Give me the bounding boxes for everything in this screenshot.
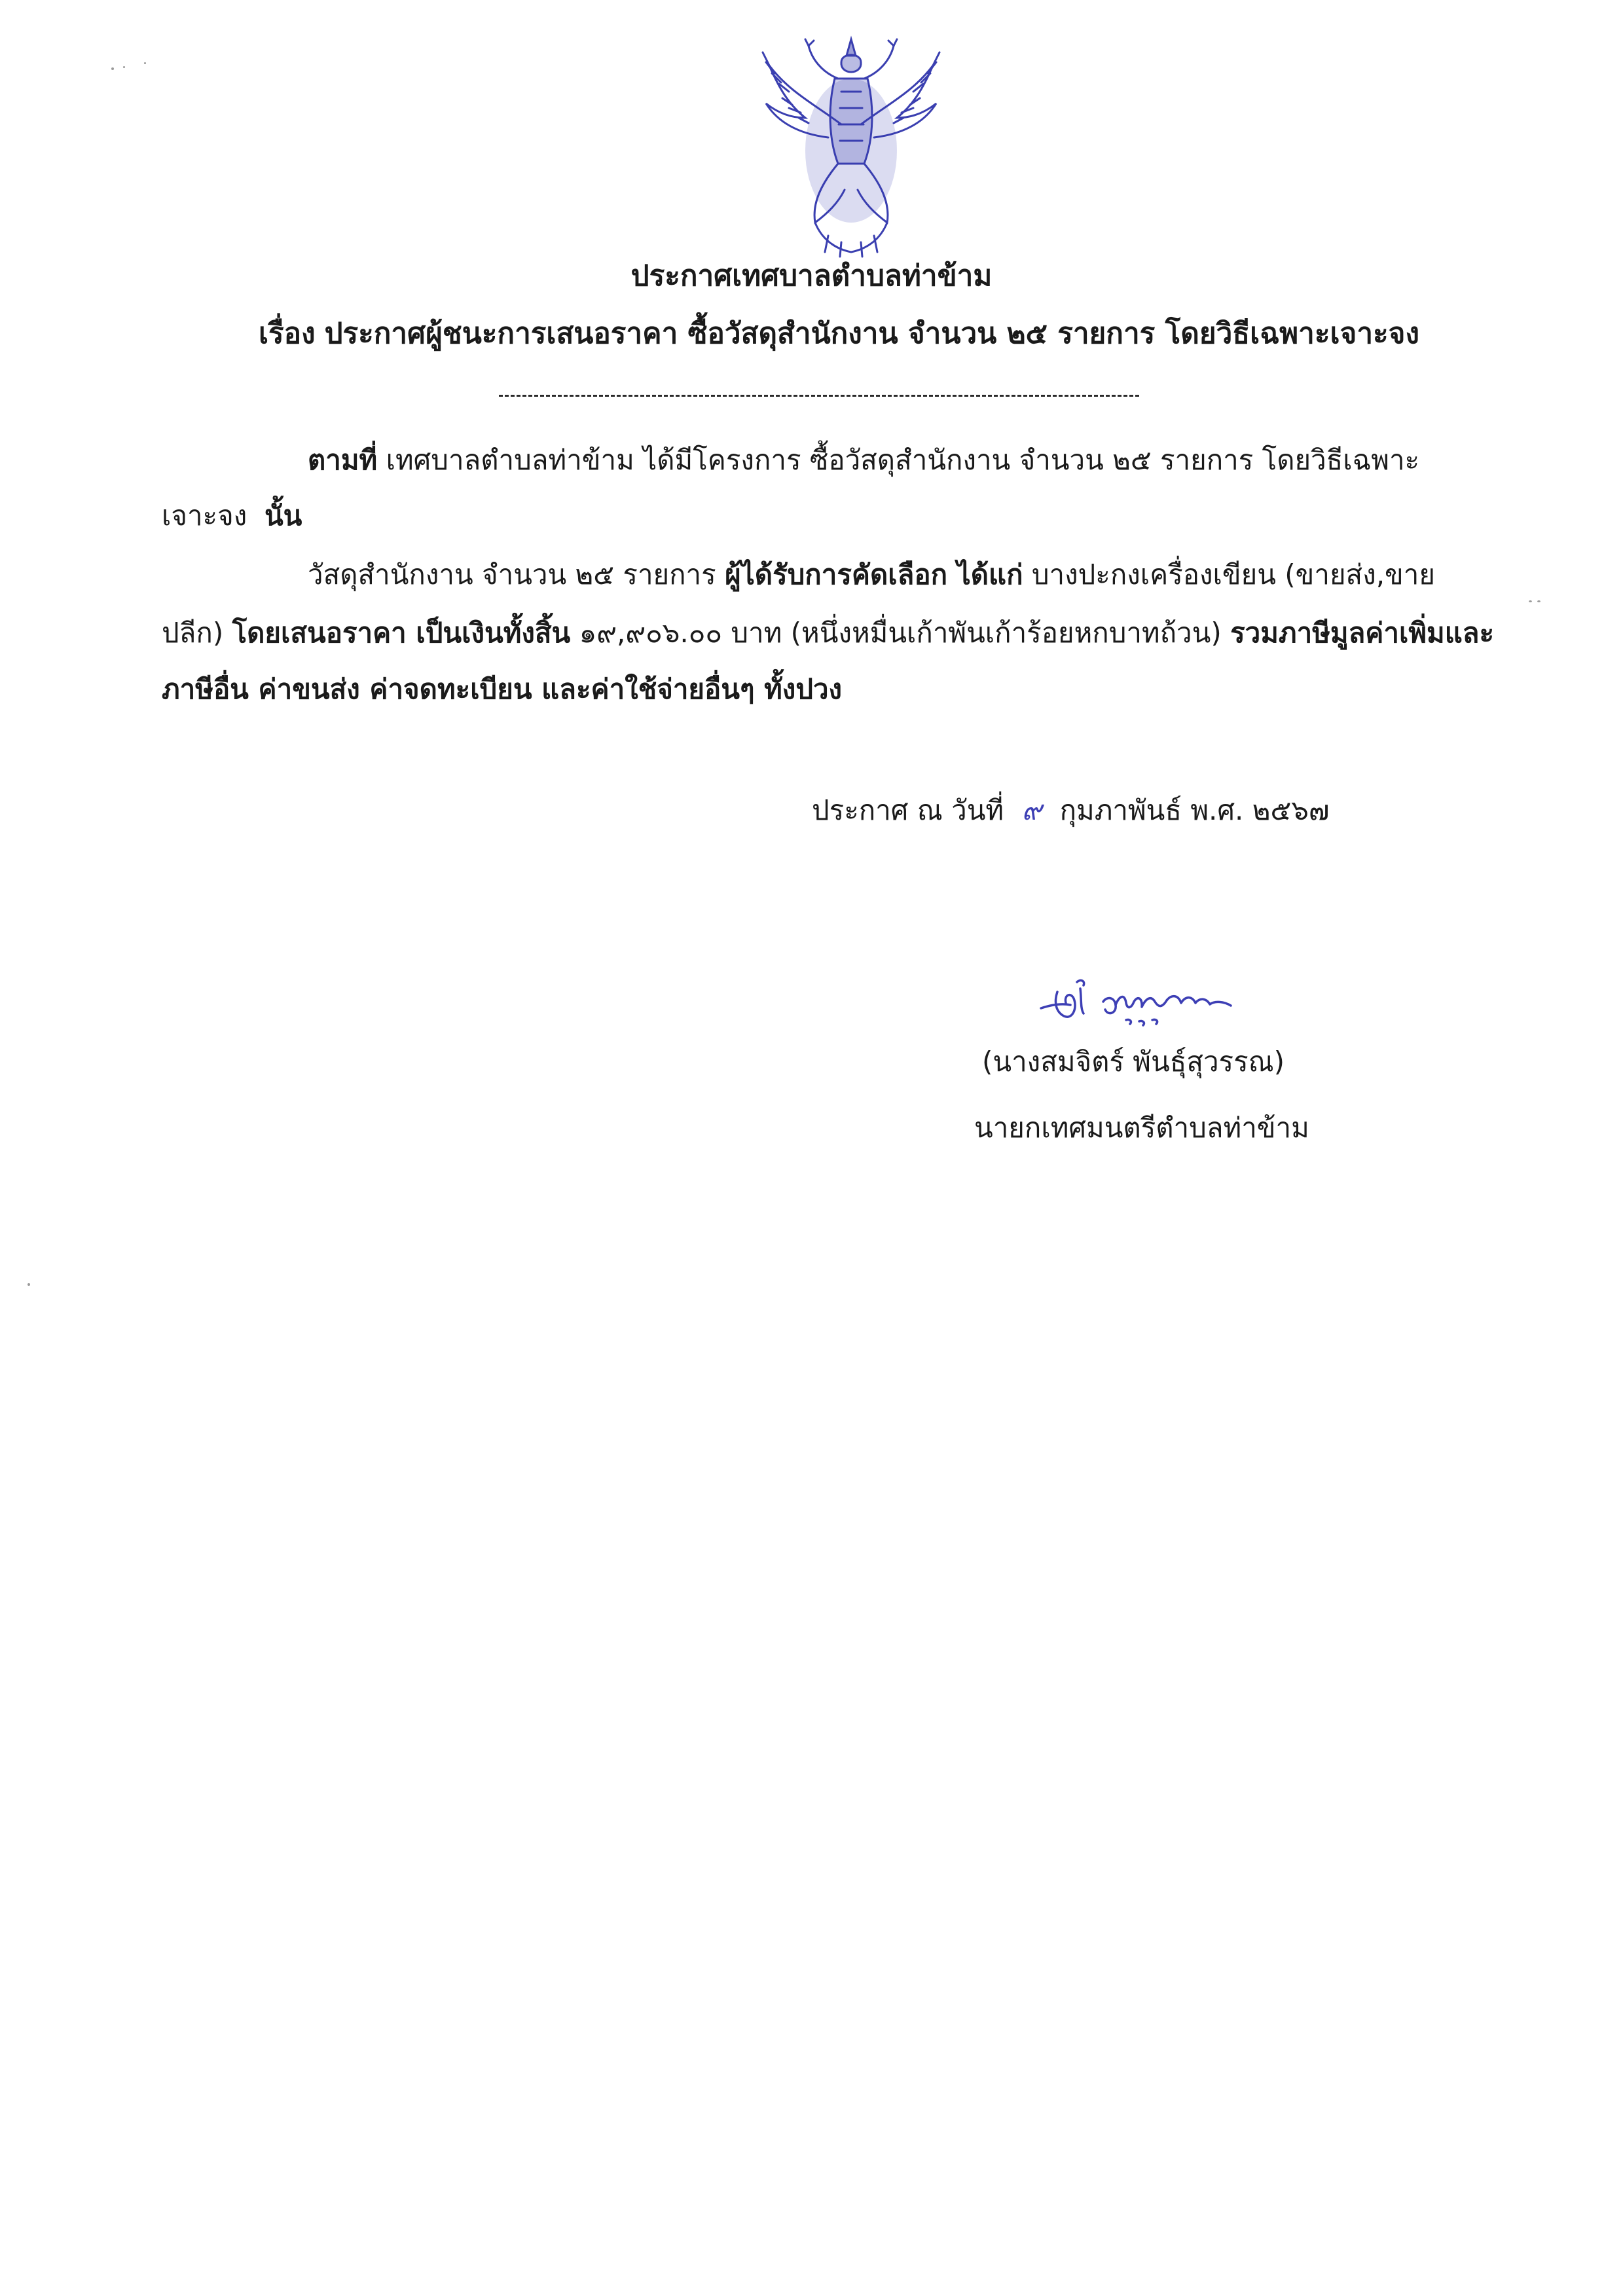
- separator-rule: [499, 395, 1139, 397]
- paragraph-2-winner-label: ผู้ได้รับการคัดเลือก ได้แก่: [725, 558, 1023, 591]
- paragraph-1-line-2: [162, 496, 302, 536]
- paragraph-1-lead: ตามที่: [308, 444, 378, 476]
- paragraph-2-line-2: [162, 613, 1494, 653]
- date-day: ๙: [1021, 794, 1042, 826]
- announcement-title: ประกาศเทศบาลตำบลท่าข้าม: [630, 259, 993, 293]
- paragraph-1-end: นั้น: [264, 500, 302, 532]
- subject-text: ประกาศผู้ชนะการเสนอราคา ซื้อวัสดุสำนักงาน จำนวน ๒๕ รายการ โดยวิธีเฉพาะเจาะจง: [324, 317, 1419, 350]
- paragraph-1-text: เทศบาลตำบลท่าข้าม ได้มีโครงการ ซื้อวัสดุสำนักงาน จำนวน ๒๕ รายการ โดยวิธีเฉพาะ: [386, 444, 1420, 476]
- garuda-emblem-icon: [743, 26, 959, 262]
- paragraph-2-costs: ภาษีอื่น ค่าขนส่ง ค่าจดทะเบียน และค่าใช้จ่ายอื่นๆ ทั้งปวง: [162, 673, 843, 705]
- date-prefix: ประกาศ ณ วันที่: [812, 794, 1004, 826]
- paragraph-2-winner: บางปะกงเครื่องเขียน (ขายส่ง,ขาย: [1031, 558, 1435, 591]
- paragraph-1-word: เจาะจง: [162, 500, 247, 532]
- signer-title: นายกเทศมนตรีตำบลท่าข้าม: [974, 1112, 1309, 1144]
- announcement-date: [812, 791, 1329, 830]
- date-rest: กุมภาพันธ์ พ.ศ. ๒๕๖๗: [1059, 794, 1330, 826]
- scan-speck: [1537, 600, 1541, 602]
- paragraph-2-winner-cont: ปลีก): [162, 617, 224, 649]
- announcement-subject: [259, 314, 1419, 354]
- scan-speck: [144, 62, 146, 64]
- signer-name: (นางสมจิตร์ พันธุ์สุวรรณ): [982, 1046, 1285, 1078]
- paragraph-2-price: ๑๙,๙๐๖.๐๐ บาท (หนึ่งหมื่นเก้าพันเก้าร้อยหกบาทถ้วน): [579, 617, 1222, 649]
- paragraph-1-line-1: [308, 441, 1419, 480]
- scan-speck: [1529, 600, 1532, 602]
- scan-speck: [27, 1283, 30, 1286]
- signature-icon: [1034, 969, 1270, 1028]
- paragraph-2-item: วัสดุสำนักงาน จำนวน ๒๕ รายการ: [308, 558, 716, 591]
- paragraph-2-line-1: [308, 555, 1435, 594]
- paragraph-2-line-3: [162, 670, 842, 709]
- paragraph-2-price-label: โดยเสนอราคา เป็นเงินทั้งสิ้น: [232, 617, 571, 649]
- paragraph-2-tax-note: รวมภาษีมูลค่าเพิ่มและ: [1230, 617, 1495, 649]
- scan-speck: [123, 66, 125, 68]
- subject-label: เรื่อง: [259, 317, 316, 350]
- scan-speck: [111, 67, 114, 70]
